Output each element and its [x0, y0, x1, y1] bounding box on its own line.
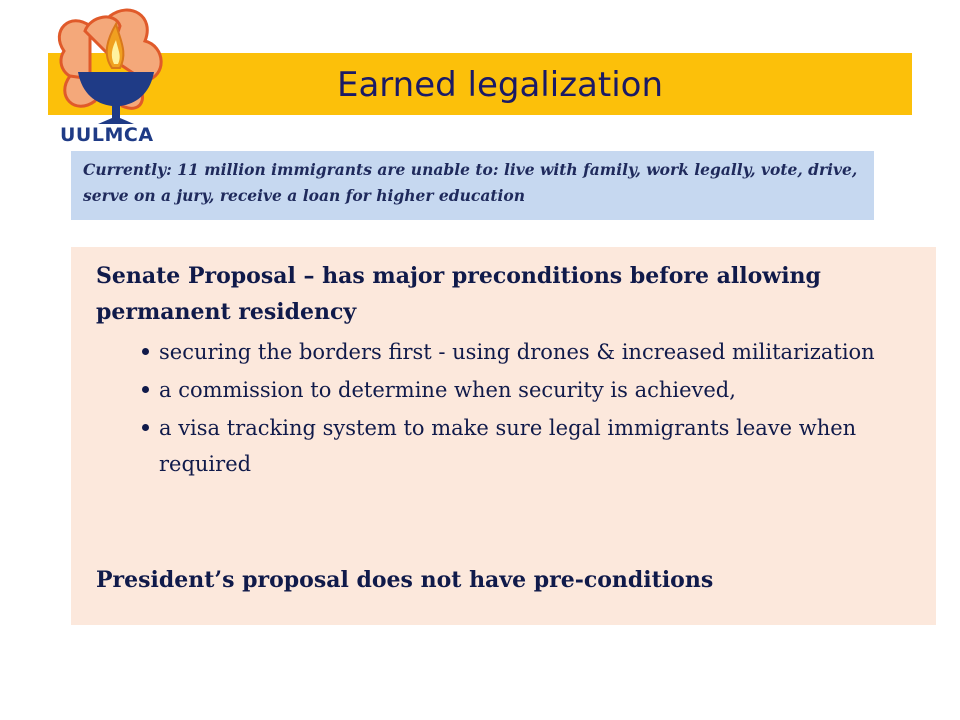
- bullet-text: securing the borders first - using drones & increased militarization: [159, 340, 875, 364]
- bullet-icon: [142, 348, 149, 355]
- list-item: [140, 410, 920, 482]
- bullet-icon: [142, 424, 149, 431]
- logo-text: UULMCA: [60, 124, 154, 146]
- list-item: [140, 372, 920, 408]
- preconditions-list: [140, 334, 920, 484]
- bullet-text: a commission to determine when security is achieved,: [159, 378, 736, 402]
- president-proposal-line: President’s proposal does not have pre-conditions: [96, 567, 714, 593]
- bullet-icon: [142, 386, 149, 393]
- senate-proposal-heading: Senate Proposal – has major preconditions before allowing permanent residency: [96, 263, 821, 325]
- slide-title: Earned legalization: [336, 65, 664, 105]
- current-situation-note: Currently: 11 million immigrants are unable to: live with family, work legally, vote, drive, serve on a jury, receive a loan for higher education: [71, 151, 874, 220]
- bullet-text: a visa tracking system to make sure legal immigrants leave when required: [159, 416, 857, 476]
- list-item: [140, 334, 920, 370]
